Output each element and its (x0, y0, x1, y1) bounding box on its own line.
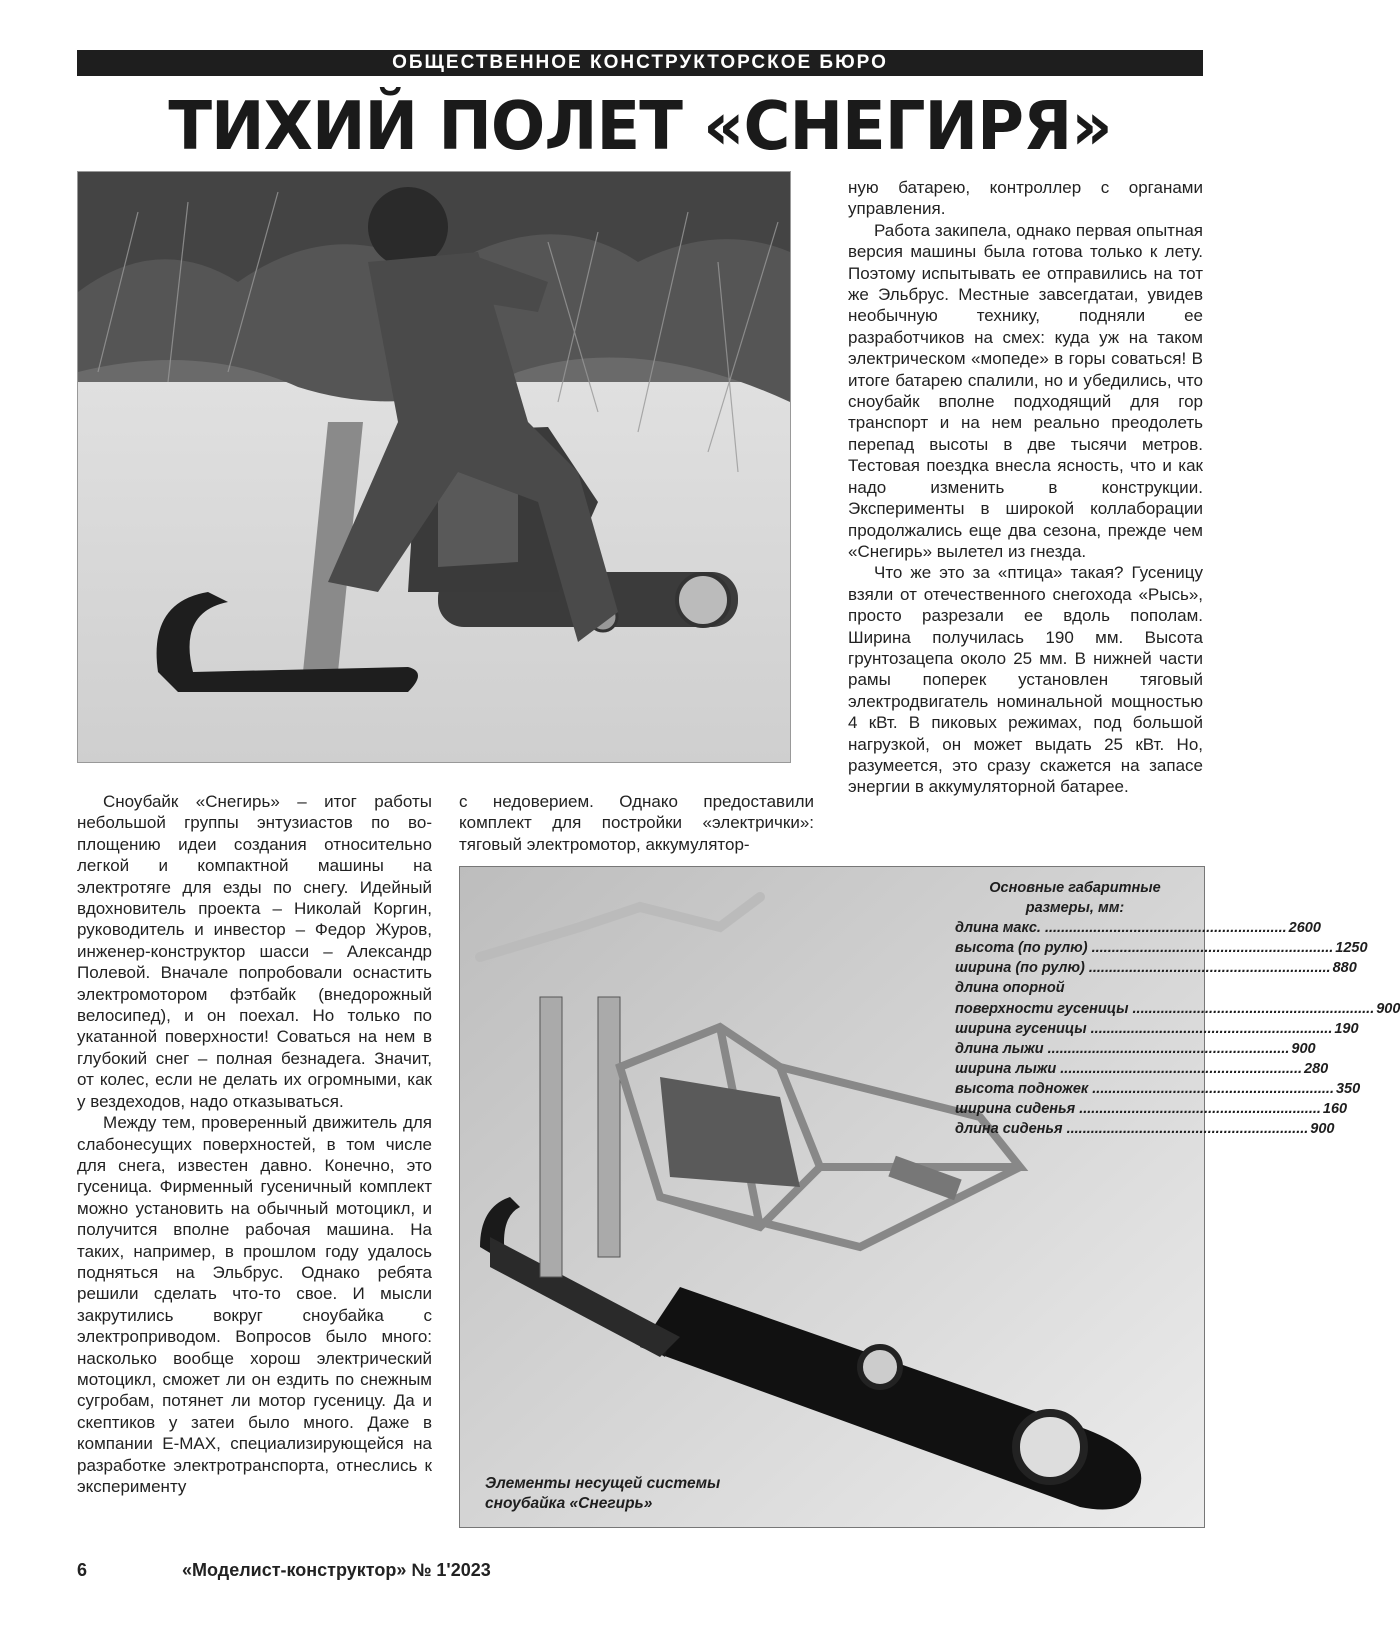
dimension-value: 280 (1304, 1060, 1329, 1077)
dimension-label: ширина (по рулю) ............................................................ (955, 960, 1331, 977)
dimension-label: длина лыжи ............................................................ (955, 1040, 1290, 1057)
dimensions-table (955, 878, 1400, 1139)
caption-line: сноубайка «Снегирь» (485, 1495, 653, 1512)
section-header: ОБЩЕСТВЕННОЕ КОНСТРУКТОРСКОЕ БЮРО (77, 50, 1203, 76)
paragraph: ную батарею, контроллер с органами управления. (848, 178, 1203, 219)
dimension-value: 900 (1291, 1040, 1316, 1057)
article-title: ТИХИЙ ПОЛЕТ «СНЕГИРЯ» (168, 88, 1112, 166)
paragraph: Между тем, проверенный движитель для слабонесущих поверхностей, в том числе для снега, известен давно. Конечно, это гусеница. Фирменный гусеничный комплект можно установить на обычный мотоцикл, и получится вполне рабочая машина. На таких, например, в прошлом году удалось подняться на Эльбрус. Однако ребята решили сделать что-то свое. И мысли закрутились вокруг сноубайка с электроприводом. Вопросов было много: насколько вообще хорош электрический мотоцикл, сможет ли он ездить по снежным сугробам, потянет ли мотор гусеницу. Да и скептиков у затеи было много. Даже в компании E-MAX, специализирующейся на разработке электротранспорта, отнеслись к эксперименту (77, 1113, 432, 1496)
magazine-name: «Моделист-конструктор» № 1'2023 (182, 1560, 491, 1580)
text-column-right (848, 177, 1203, 798)
dimension-row (955, 1019, 1359, 1039)
dimension-row (955, 958, 1357, 978)
dimension-row (955, 918, 1321, 938)
snowbike-photo-illustration (78, 172, 790, 762)
dimension-value: 900 (1376, 1000, 1400, 1017)
dimension-value: 2600 (1288, 920, 1321, 937)
dimension-row (955, 938, 1368, 958)
dimension-label: длина сиденья ............................................................ (955, 1121, 1309, 1138)
dimension-label: ширина гусеницы ............................................................ (955, 1020, 1333, 1037)
dimension-value: 1250 (1335, 940, 1368, 957)
page-number: 6 (77, 1560, 88, 1580)
paragraph: Что же это за «птица» такая? Гусеницу взяли от отечественного снегохода «Рысь», просто разрезали ее вдоль пополам. Ширина получилась 190 мм. Высота грунтозацепа около 25 мм. В нижней части рамы поперек установлен тяговый электродвигатель номинальной мощностью 4 кВт. В пиковых режимах, под большой нагрузкой, он может выдать 25 кВт. Но, разумеется, это сразу скажется на запасе энергии в аккумуляторной батарее. (848, 563, 1203, 797)
dimensions-title: Основные габаритные размеры, мм: (989, 880, 1161, 917)
diagram-caption (485, 1474, 720, 1514)
paragraph: Сноубайк «Снегирь» – итог работы небольшой группы энтузиастов по воплощению идеи создания относительно легкой и компактной машины на электротяге для езды по снегу. Идейный вдохновитель проекта – Николай Коргин, руководитель и инвестор – Федор Журов, инженер-конструктор шасси – Александр Полевой. Вначале попробовали оснастить электромотором фэтбайк (внедорожный велосипед), и он поехал. Но только по укатанной поверхности! Соваться на нем в глубокий снег – полная безнадега. Значит, от колес, если не делать их огромными, как у вездеходов, надо отказываться. (77, 792, 432, 1111)
dimension-row (955, 1119, 1335, 1139)
dimension-value: 880 (1332, 960, 1357, 977)
text-column-middle (459, 791, 814, 855)
caption-line: Элементы несущей системы (485, 1475, 721, 1492)
dimension-row (955, 1079, 1361, 1099)
dimension-label: ширина сиденья ............................................................ (955, 1101, 1321, 1118)
dimension-value: 160 (1322, 1101, 1348, 1118)
dimension-value: 900 (1310, 1121, 1335, 1138)
paragraph: с недоверием. Однако предоставили комплект для постройки «электрички»: тяговый электромотор, аккумулятор- (459, 792, 814, 854)
dimension-label: высота подножек ............................................................ (955, 1080, 1334, 1097)
dimension-value: 190 (1334, 1020, 1359, 1037)
dimension-label: поверхности гусеницы ............................................................ (955, 1000, 1375, 1017)
dimension-row (955, 1099, 1348, 1119)
dimension-label: ширина лыжи ............................................................ (955, 1060, 1302, 1077)
snowbike-photo (77, 171, 791, 763)
dimension-row (955, 1059, 1329, 1079)
paragraph: Работа закипела, однако первая опытная версия машины была готова только к лету. Поэтому испытывать ее отправились на тот же Эльбрус. Местные завсегдатаи, увидев необычную технику, подняли ее разработчиков на смех: куда уж на таком электрическом «мопеде» в горы соваться! В итоге батарею спалили, но и убедились, что сноубайк вполне подходящий для гор транспорт и на нем реально преодолеть перепад высоты в две тысячи метров. Тестовая поездка внесла ясность, что и как надо изменить в конструкции. Эксперименты в широкой коллаборации продолжались еще два сезона, прежде чем «Снегирь» вылетел из гнезда. (848, 220, 1203, 561)
dimension-label: высота (по рулю) ............................................................ (955, 940, 1334, 957)
text-column-left (77, 791, 432, 1497)
dimension-label: длина опорной (955, 980, 1065, 997)
dimension-label: длина макс. ............................................................ (955, 920, 1287, 937)
dimension-value: 350 (1335, 1080, 1361, 1097)
dimension-row (955, 978, 1195, 998)
dimension-row (955, 999, 1400, 1019)
dimension-row (955, 1039, 1316, 1059)
